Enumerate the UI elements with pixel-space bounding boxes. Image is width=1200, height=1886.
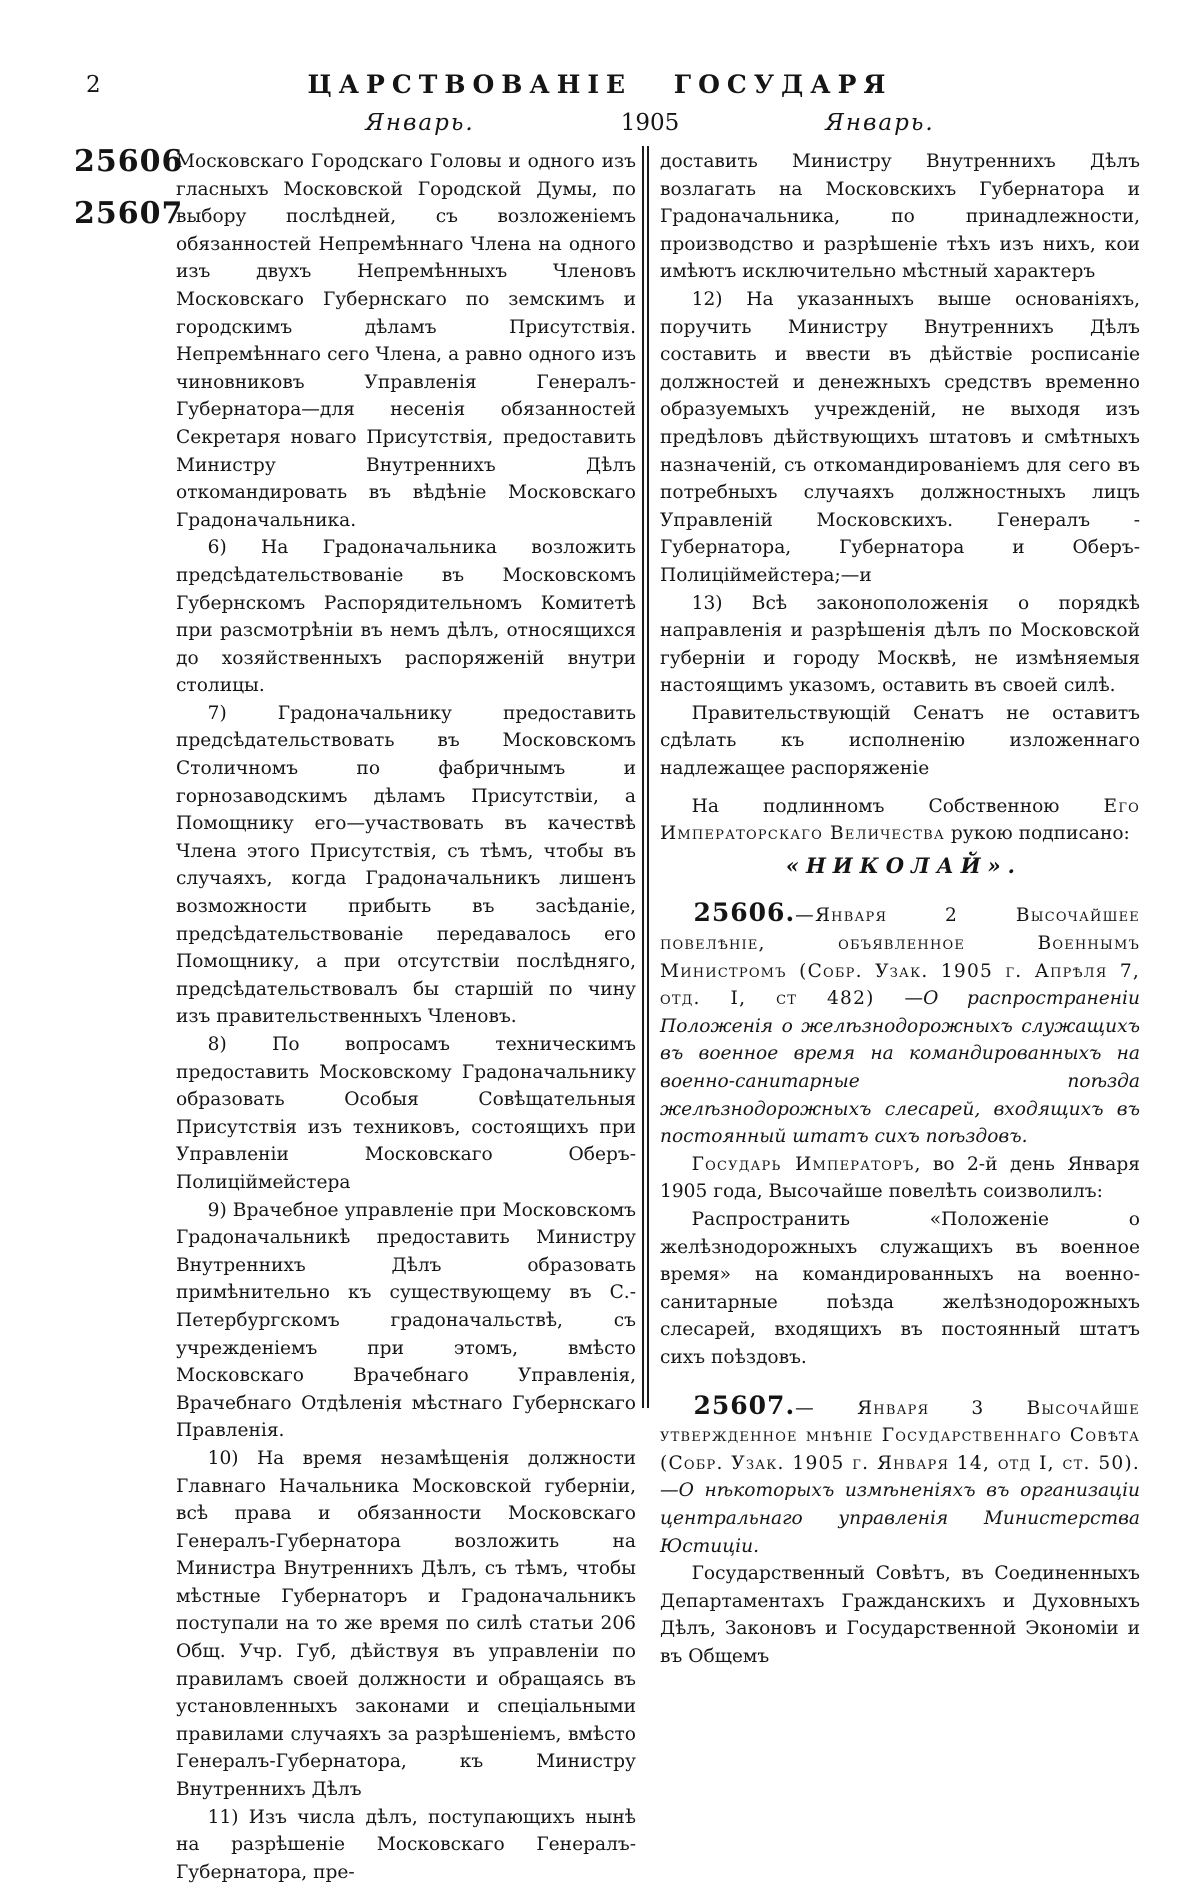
subheader-month-left: Январь. xyxy=(365,110,475,136)
paragraph-item-11: 11) Изъ числа дѣлъ, поступающихъ нынѣ на разрѣшеніе Московскаго Генералъ-Губернатора, пре- xyxy=(176,1806,636,1883)
signature-intro-post: рукою подписано: xyxy=(944,823,1130,845)
subheader-row xyxy=(0,110,1200,144)
entry-25607-heading-caps: — Января 3 Высочайше утвержденное мнѣніе Государственнаго Совѣта (Собр. Узак. 1905 г. Января 14, отд I, ст. 50). xyxy=(660,1397,1140,1474)
margin-entry-number-25607: 25607 xyxy=(74,196,184,231)
entry-25606-heading-caps: —Января 2 Высочайшее повелѣніе, объявленное Военнымъ Министромъ (Собр. Узак. 1905 г. Апрѣля 7, отд. I, ст 482) xyxy=(660,905,1140,1010)
entry-25607-heading xyxy=(660,1392,1140,1561)
paragraph-item-13: 13) Всѣ законоположенія о порядкѣ направленія и разрѣшенія дѣлъ по Московской губерніи и городу Москвѣ, не измѣняемыя настоящимъ указомъ, оставить въ своей силѣ. xyxy=(660,592,1140,697)
entry-25606-title-italic: —О распространеніи Положенія о желѣзнодорожныхъ служащихъ въ военное время на командированныхъ на военно-санитарные поѣзда желѣзнодорожныхъ слесарей, входящихъ въ постоянный штатъ сихъ поѣздовъ. xyxy=(660,988,1140,1148)
signature-intro xyxy=(660,793,1140,848)
entry-25606-body-1 xyxy=(660,1151,1140,1206)
subheader-year: 1905 xyxy=(620,110,680,136)
left-column xyxy=(176,148,636,1886)
entry-25607-title-italic: —О нѣкоторыхъ измѣненіяхъ въ организаціи центральнаго управленія Министерства Юстиціи. xyxy=(660,1480,1140,1557)
page-title: ЦАРСТВОВАНІЕ ГОСУДАРЯ xyxy=(307,70,893,99)
paragraph-item-10: 10) На время незамѣщенія должности Главнаго Начальника Московской губерніи, всѣ права и обязанности Московскаго Генералъ-Губернатора возложить на Министра Внутреннихъ Дѣлъ, съ тѣмъ, чтобы мѣстные Губернаторъ и Градоначальникъ поступали на то же время по силѣ статьи 206 Общ. Учр. Губ, дѣйствуя въ управленіи по правиламъ своей должности и обращаясь въ установленныхъ законами и спеціальными правилами случаяхъ за разрѣшеніемъ, вмѣсто Генералъ-Губернатора, къ Министру Внутреннихъ Дѣлъ xyxy=(176,1447,636,1801)
paragraph-item-6: 6) На Градоначальника возложить предсѣдательствованіе въ Московскомъ Губернскомъ Распорядительномъ Комитетѣ при разсмотрѣніи въ немъ дѣлъ, относящихся до хозяйственныхъ распоряженій внутри столицы. xyxy=(176,537,636,697)
entry-25607-number: 25607. xyxy=(693,1390,796,1420)
entry-25606-body-rest: , во 2-й день Января 1905 года, Высочайше повелѣть соизволилъ: xyxy=(660,1153,1140,1203)
right-column xyxy=(660,148,1140,1670)
paragraph-item-8: 8) По вопросамъ техническимъ предоставить Московскому Градоначальнику образовать Особыя Совѣщательныя Присутствія изъ техниковъ, состоящихъ при Управленіи Московскаго Оберъ-Полиціймейстера xyxy=(176,1034,636,1193)
subheader-month-right: Январь. xyxy=(825,110,935,136)
entry-25606-body-2: Распространить «Положеніе о желѣзнодорожныхъ служащихъ въ военное время» на командированныхъ на военно-санитарные поѣзда желѣзнодорожныхъ слесарей, входящихъ въ постоянный штатъ сихъ поѣздовъ. xyxy=(660,1208,1140,1368)
column-divider-rule xyxy=(642,146,649,1408)
entry-25606-number: 25606. xyxy=(693,898,796,928)
paragraph-item-7: 7) Градоначальнику предоставить предсѣдательствовать въ Московскомъ Столичномъ по фабричнымъ и горнозаводскимъ дѣламъ Присутствіи, а Помощнику его—участвовать въ качествѣ Члена этого Присутствія, съ тѣмъ, чтобы въ случаяхъ, когда Градоначальникъ лишенъ возможности прибыть въ засѣданіе, предсѣдательствованіе передавалось его Помощнику, а при отсутствіи послѣдняго, предсѣдательствовалъ бы старшій по чину изъ правительственныхъ Членовъ. xyxy=(176,702,636,1028)
signature-intro-pre: На подлинномъ Собственною xyxy=(691,795,1104,817)
margin-entry-number-25606: 25606 xyxy=(74,144,184,179)
paragraph-continuation-right: доставить Министру Внутреннихъ Дѣлъ возлагать на Московскихъ Губернатора и Градоначальника, по принадлежности, производство и разрѣшеніе тѣхъ изъ нихъ, кои имѣютъ исключительно мѣстный характеръ xyxy=(660,151,1140,283)
entry-25606-body-caps: Государь Императоръ xyxy=(691,1153,915,1175)
paragraph-item-12: 12) На указанныхъ выше основаніяхъ, поручить Министру Внутреннихъ Дѣлъ составить и ввести въ дѣйствіе росписаніе должностей и денежныхъ средствъ временно образуемыхъ учрежденій, не выходя изъ предѣловъ дѣйствующихъ штатовъ и смѣтныхъ назначеній, съ откомандированіемъ для сего въ потребныхъ случаяхъ должностныхъ лицъ Управленій Московскихъ. Генералъ - Губернатора, Губернатора и Оберъ-Полиціймейстера;—и xyxy=(660,288,1140,586)
paragraph-senate: Правительствующій Сенатъ не оставитъ сдѣлать къ исполненію изложеннаго надлежащее распоряженіе xyxy=(660,702,1140,780)
paragraph-item-9: 9) Врачебное управленіе при Московскомъ Градоначальникѣ предоставить Министру Внутреннихъ Дѣлъ образовать примѣнительно къ существующему въ С.-Петербургскомъ градоначальствѣ, съ учрежденіемъ при этомъ, вмѣсто Московскаго Врачебнаго Управленія, Врачебнаго Отдѣленія мѣстнаго Губернскаго Правленія. xyxy=(176,1199,636,1442)
entry-25607-body: Государственный Совѣтъ, въ Соединенныхъ Департаментахъ Гражданскихъ и Духовныхъ Дѣлъ, Законовъ и Государственной Экономіи и въ Общемъ xyxy=(660,1563,1140,1667)
entry-25606-heading xyxy=(660,899,1140,1150)
page-number: 2 xyxy=(86,72,101,98)
signature-intro-caps: Его Императорскаго Величества xyxy=(660,795,1140,845)
paragraph-continuation: Московскаго Городскаго Головы и одного изъ гласныхъ Московской Городской Думы, по выбору послѣдней, съ возложеніемъ обязанностей Непремѣннаго Члена на одного изъ двухъ Непремѣнныхъ Членовъ Московскаго Губернскаго по земскимъ и городскимъ дѣламъ Присутствія. Непремѣннаго сего Члена, а равно одного изъ чиновниковъ Управленія Генералъ-Губернатора—для несенія обязанностей Секретаря новаго Присутствія, предоставить Министру Внутреннихъ Дѣлъ откомандировать въ вѣдѣніе Московскаго Градоначальника. xyxy=(176,151,636,531)
imperial-signature: «НИКОЛАЙ». xyxy=(785,852,1022,878)
